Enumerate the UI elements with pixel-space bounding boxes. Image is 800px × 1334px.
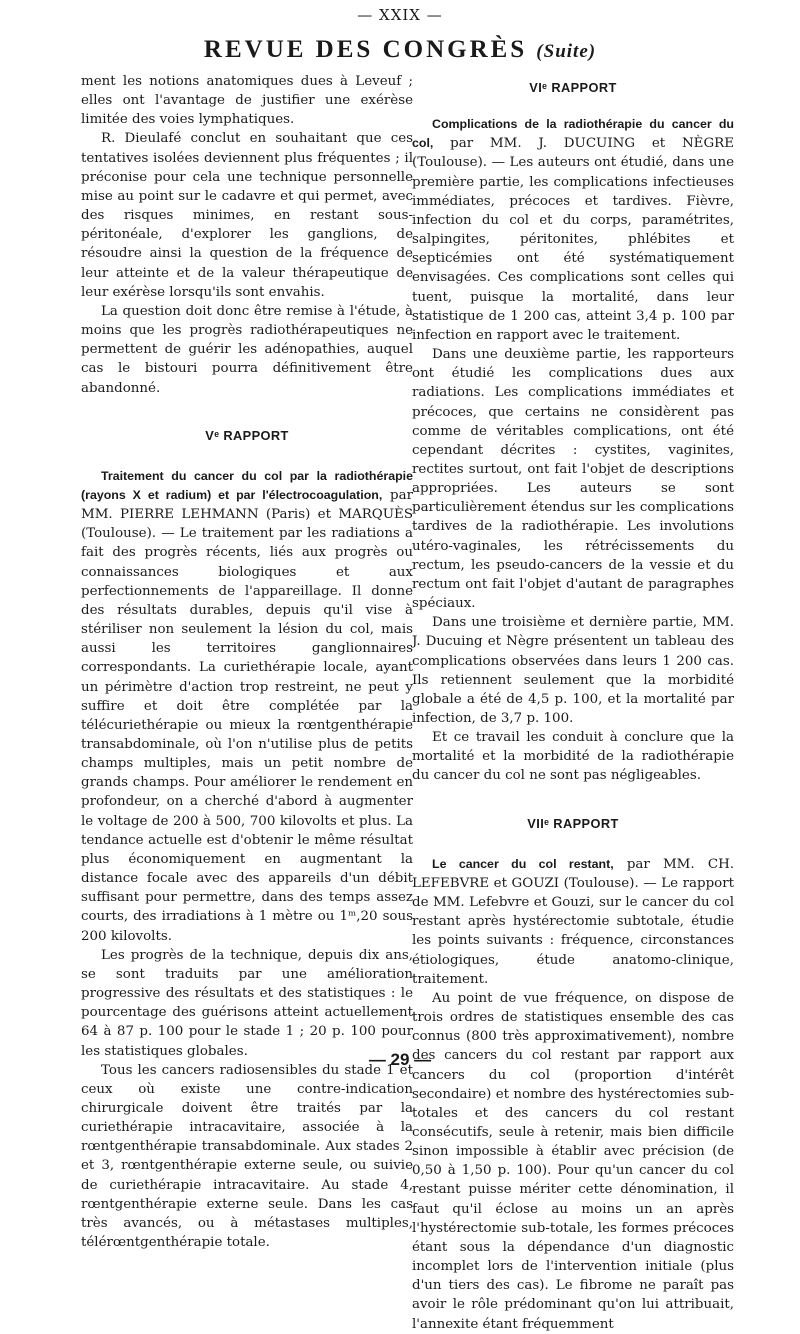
report-v-title: Traitement du cancer du col par la radiothérapie (rayons X et radium) et par l'électrocoagulation,: [81, 468, 413, 502]
report-heading-vi: VIᵉ RAPPORT: [529, 80, 617, 95]
roman-page-number: — XXIX —: [357, 6, 443, 24]
report-vi-intro: [412, 115, 734, 345]
arabic-page-number: — 29 —: [368, 1050, 432, 1069]
paragraph: Les progrès de la technique, depuis dix ans, se sont traduits par une amélioration progressive des résultats et des statistiques : le pourcentage des guérisons atteint actuellement 64 à 87 p. 100 pour le stade 1 ; 20 p. 100 pour les statistiques globales.: [81, 947, 413, 1059]
journal-section-subtitle: (Suite): [536, 41, 597, 62]
paragraph: Tous les cancers radiosensibles du stade 1 et ceux où existe une contre-indication chirurgicale doivent être traités par la curiethérapie intracavitaire, associée à la rœntgenthérapie transabdominale. Aux stades 2 et 3, rœntgenthérapie externe seule, ou suivie de curiethérapie intracavitaire. Au stade 4, rœntgenthérapie externe seule. Dans les cas très avancés, ou à métastases multiples, télérœntgenthérapie totale.: [81, 1062, 413, 1251]
report-vi-body: par MM. J. DUCUING et NÈGRE (Toulouse). — Les auteurs ont étudié, dans une première partie, les complications infectieuses immédiates, précoces et tardives. Fièvre, infection du col et du corps, paramétrites, salpingites, péritonites, phlébites et septicémies ont été systématiquement envisagées. Ces complications sont celles qui tuent, puisque la mortalité, dans leur statistique de 1 200 cas, atteint 3,4 p. 100 par infection en rapport avec le traitement.: [412, 136, 735, 343]
paragraph: Dans une deuxième partie, les rapporteurs ont étudié les complications dues aux radiations. Les complications immédiates et précoces, que certains ne considèrent pas comme de véritables complications, ont été cependant décrites : cystites, vaginites, rectites surtout, ont fait l'objet de descriptions appropriées. Les auteurs se sont particulièrement étendus sur les complications tardives de la radiothérapie. Les involutions utéro-vaginales, les rétrécissements du rectum, les pseudo-cancers de la vessie et du rectum ont fait l'objet d'autant de paragraphes spéciaux.: [412, 347, 734, 612]
report-v-body: par MM. PIERRE LEHMANN (Paris) et MARQUÈS (Toulouse). — Le traitement par les radiations a fait des progrès récents, liés aux progrès ou connaissances biologiques et aux perfectionnements de l'appareillage. Il donne des résultats durables, depuis qu'il vise à stériliser non seulement la lésion du col, mais aussi les territoires ganglionnaires correspondants. La curiethérapie locale, ayant un périmètre d'action trop restreint, ne peut y suffire et doit être complétée par la télécuriethérapie ou mieux la rœntgenthérapie transabdominale, où l'on n'utilise plus de petits champs multiples, mais un petit nombre de grands champs. Pour améliorer le rendement en profondeur, on a cherché d'abord à augmenter le voltage de 200 à 500, 700 kilovolts et plus. La tendance actuelle est d'obtenir le même résultat plus économiquement en augmentant la distance focale avec des appareils d'un débit suffisant pour permettre, dans des temps assez courts, des irradiations à 1 mètre ou 1ᵐ,20 sous 200 kilovolts.: [81, 487, 413, 944]
paragraph: Au point de vue fréquence, on dispose de trois ordres de statistiques ensemble des cas connus (800 très approximativement), nombre des cancers du col restant par rapport aux cancers du col (proportion d'intérêt secondaire) et nombre des hystérectomies sub-totales et des cancers du col restant consécutifs, seule à retenir, mais bien difficile sinon impossible à établir avec précision (de 0,50 à 1,50 p. 100). Pour qu'un cancer du col restant puisse mériter cette dénomination, il faut qu'il éclose au moins un an après l'hystérectomie sub-totale, les formes précoces étant sous la dépendance d'un diagnostic incomplet lors de l'intervention initiale (plus d'un tiers des cas). Le fibrome ne paraît pas avoir le rôle prédominant qu'on lui attribuait, l'annexite étant fréquemment: [412, 990, 734, 1332]
report-heading-v: Vᵉ RAPPORT: [205, 427, 289, 443]
report-vii-intro: [412, 855, 734, 989]
journal-section-title: REVUE DES CONGRÈS: [203, 36, 528, 63]
right-column: [412, 72, 734, 1334]
paragraph: R. Dieulafé conclut en souhaitant que ces tentatives isolées deviennent plus fréquentes ; il préconise pour cela une technique personnelle mise au point sur le cadavre et qui permet, avec des risques minimes, en restant sous-péritonéale, d'explorer les ganglions, de résoudre ainsi la question de la fréquence de leur atteinte et de la valeur thérapeutique de leur exérèse lorsqu'ils sont envahis.: [81, 131, 413, 300]
report-vii-title: Le cancer du col restant,: [432, 856, 614, 871]
report-vi-title: Complications de la radiothérapie du cancer du col,: [412, 117, 734, 151]
paragraph: La question doit donc être remise à l'étude, à moins que les progrès radiothérapeutiques ne permettent de guérir les adénopathies, auquel cas le bistouri pourra définitivement être abandonné.: [81, 303, 413, 396]
paragraph: ment les notions anatomiques dues à Leveuf ; elles ont l'avantage de justifier une exérèse limitée des voies lymphatiques.: [81, 74, 413, 128]
report-vii-body: par MM. CH. LEFEBVRE et GOUZI (Toulouse). — Le rapport de MM. Lefebvre et Gouzi, sur le cancer du col restant après hystérectomie subtotale, étudie les points suivants : fréquence, circonstances étiologiques, étude anatomo-clinique, traitement.: [412, 856, 735, 987]
paragraph: Dans une troisième et dernière partie, MM. J. Ducuing et Nègre présentent un tableau des complications observées dans leurs 1 200 cas. Ils retiennent seulement que la morbidité globale a été de 4,5 p. 100, et la mortalité par infection, de 3,7 p. 100.: [412, 615, 734, 726]
paragraph: Et ce travail les conduit à conclure que la mortalité et la morbidité de la radiothérapie du cancer du col ne sont pas négligeables.: [412, 730, 734, 784]
left-column: [81, 72, 413, 1252]
report-v-intro: [81, 467, 413, 946]
running-header: [0, 36, 800, 64]
report-heading-vii: VIIᵉ RAPPORT: [527, 815, 619, 831]
